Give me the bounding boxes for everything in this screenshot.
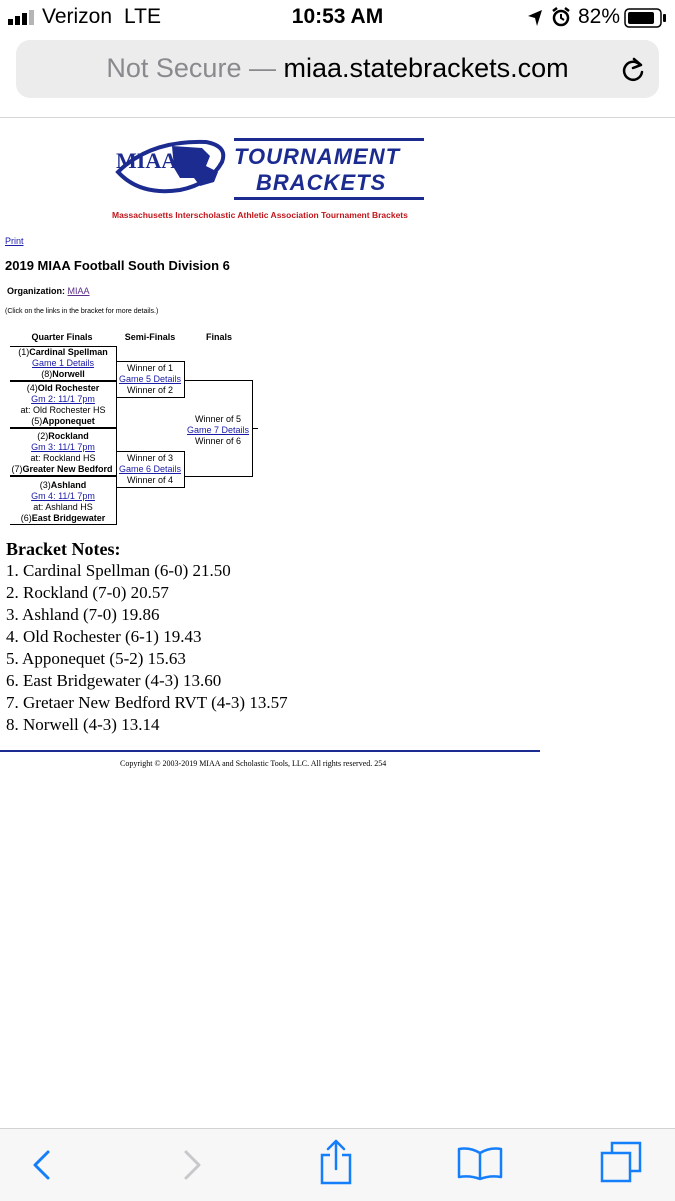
url-display[interactable] bbox=[16, 53, 659, 84]
bracket-line bbox=[10, 346, 116, 347]
bracket-notes bbox=[6, 538, 606, 736]
organization-row bbox=[7, 286, 90, 296]
header-subtitle: Massachusetts Interscholastic Athletic Association Tournament Brackets bbox=[112, 210, 408, 220]
game-6-details-link[interactable]: Game 6 Details bbox=[118, 464, 182, 474]
qf-venue-2: at: Old Rochester HS bbox=[20, 405, 106, 415]
notes-item: 2. Rockland (7-0) 20.57 bbox=[6, 583, 169, 602]
site-header bbox=[110, 132, 430, 224]
battery-percent: 82% bbox=[578, 5, 621, 28]
bracket-line bbox=[10, 475, 117, 477]
bracket-line bbox=[116, 361, 185, 362]
notes-item: 5. Apponequet (5-2) 15.63 bbox=[6, 649, 186, 668]
bracket-line bbox=[10, 524, 117, 525]
game-1-details-link[interactable]: Game 1 Details bbox=[31, 358, 95, 368]
notes-item: 8. Norwell (4-3) 13.14 bbox=[6, 715, 160, 734]
status-bar bbox=[0, 0, 675, 36]
bracket bbox=[0, 330, 280, 530]
header-finals: Finals bbox=[205, 332, 232, 342]
notes-title: Bracket Notes: bbox=[6, 539, 121, 559]
qf-team-2-top: (4)Old Rochester bbox=[26, 383, 100, 393]
url-domain: miaa.statebrackets.com bbox=[283, 53, 569, 83]
network-label: LTE bbox=[124, 5, 161, 28]
final-top: Winner of 5 bbox=[194, 414, 242, 424]
clock: 10:53 AM bbox=[291, 5, 384, 28]
url-separator: — bbox=[248, 53, 276, 83]
bracket-line bbox=[184, 451, 185, 488]
divider bbox=[0, 117, 675, 118]
sf-2-top: Winner of 3 bbox=[126, 453, 174, 463]
bracket-line bbox=[116, 451, 185, 452]
sf-1-bottom: Winner of 2 bbox=[126, 385, 174, 395]
bracket-line bbox=[116, 397, 185, 398]
header-semi-finals: Semi-Finals bbox=[124, 332, 176, 342]
qf-team-4-top: (3)Ashland bbox=[39, 480, 87, 490]
qf-team-3-top: (2)Rockland bbox=[37, 431, 89, 441]
game-3-link[interactable]: Gm 3: 11/1 7pm bbox=[31, 442, 95, 452]
bracket-line bbox=[184, 380, 253, 381]
final-bottom: Winner of 6 bbox=[194, 436, 242, 446]
copyright-text: Copyright © 2003-2019 MIAA and Scholastic Tools, LLC. All rights reserved. 254 bbox=[120, 759, 387, 768]
banner-tournament: TOURNAMENT bbox=[234, 144, 401, 169]
reload-icon[interactable] bbox=[620, 56, 646, 84]
bookmarks-icon[interactable] bbox=[456, 1145, 504, 1181]
notes-item: 6. East Bridgewater (4-3) 13.60 bbox=[6, 671, 222, 690]
qf-venue-4: at: Ashland HS bbox=[33, 502, 93, 512]
page-title: 2019 MIAA Football South Division 6 bbox=[5, 258, 230, 273]
qf-team-2-bottom: (5)Apponequet bbox=[31, 416, 95, 426]
forward-icon[interactable] bbox=[180, 1149, 204, 1181]
bracket-line bbox=[252, 428, 258, 429]
back-icon[interactable] bbox=[30, 1149, 54, 1181]
bracket-line bbox=[10, 427, 117, 429]
qf-team-4-bottom: (6)East Bridgewater bbox=[20, 513, 106, 523]
qf-team-1-top: (1)Cardinal Spellman bbox=[18, 347, 108, 357]
organization-link[interactable]: MIAA bbox=[67, 286, 90, 296]
organization-label: Organization: bbox=[7, 286, 65, 296]
header-quarter-finals: Quarter Finals bbox=[31, 332, 93, 342]
banner-rule-bottom bbox=[234, 197, 424, 200]
share-icon[interactable] bbox=[318, 1139, 354, 1185]
instruction-text: (Click on the links in the bracket for more details.) bbox=[5, 308, 159, 315]
sf-1-top: Winner of 1 bbox=[126, 363, 174, 373]
notes-item: 1. Cardinal Spellman (6-0) 21.50 bbox=[6, 561, 231, 580]
battery-icon bbox=[624, 8, 668, 28]
notes-item: 3. Ashland (7-0) 19.86 bbox=[6, 605, 160, 624]
bracket-line bbox=[116, 487, 185, 488]
alarm-icon bbox=[551, 7, 571, 27]
banner-rule-top bbox=[234, 138, 424, 141]
sf-2-bottom: Winner of 4 bbox=[126, 475, 174, 485]
address-bar[interactable] bbox=[16, 40, 659, 98]
game-2-link[interactable]: Gm 2: 11/1 7pm bbox=[31, 394, 95, 404]
carrier-label: Verizon bbox=[42, 5, 113, 28]
notes-item: 4. Old Rochester (6-1) 19.43 bbox=[6, 627, 202, 646]
bracket-line bbox=[10, 380, 117, 382]
qf-team-1-bottom: (8)Norwell bbox=[41, 369, 85, 379]
footer-divider bbox=[0, 750, 540, 752]
qf-venue-3: at: Rockland HS bbox=[30, 453, 96, 463]
banner-brackets: BRACKETS bbox=[256, 170, 387, 195]
game-7-details-link[interactable]: Game 7 Details bbox=[186, 425, 250, 435]
location-icon bbox=[527, 9, 543, 27]
game-5-details-link[interactable]: Game 5 Details bbox=[118, 374, 182, 384]
not-secure-label: Not Secure bbox=[106, 53, 242, 83]
print-link[interactable]: Print bbox=[5, 236, 24, 246]
qf-team-3-bottom: (7)Greater New Bedford bbox=[11, 464, 113, 474]
tabs-icon[interactable] bbox=[600, 1141, 644, 1185]
miaa-logo-text: MIAA bbox=[116, 148, 178, 173]
notes-item: 7. Gretaer New Bedford RVT (4-3) 13.57 bbox=[6, 693, 288, 712]
game-4-link[interactable]: Gm 4: 11/1 7pm bbox=[31, 491, 95, 501]
bracket-line bbox=[184, 476, 253, 477]
browser-toolbar bbox=[0, 1128, 675, 1201]
